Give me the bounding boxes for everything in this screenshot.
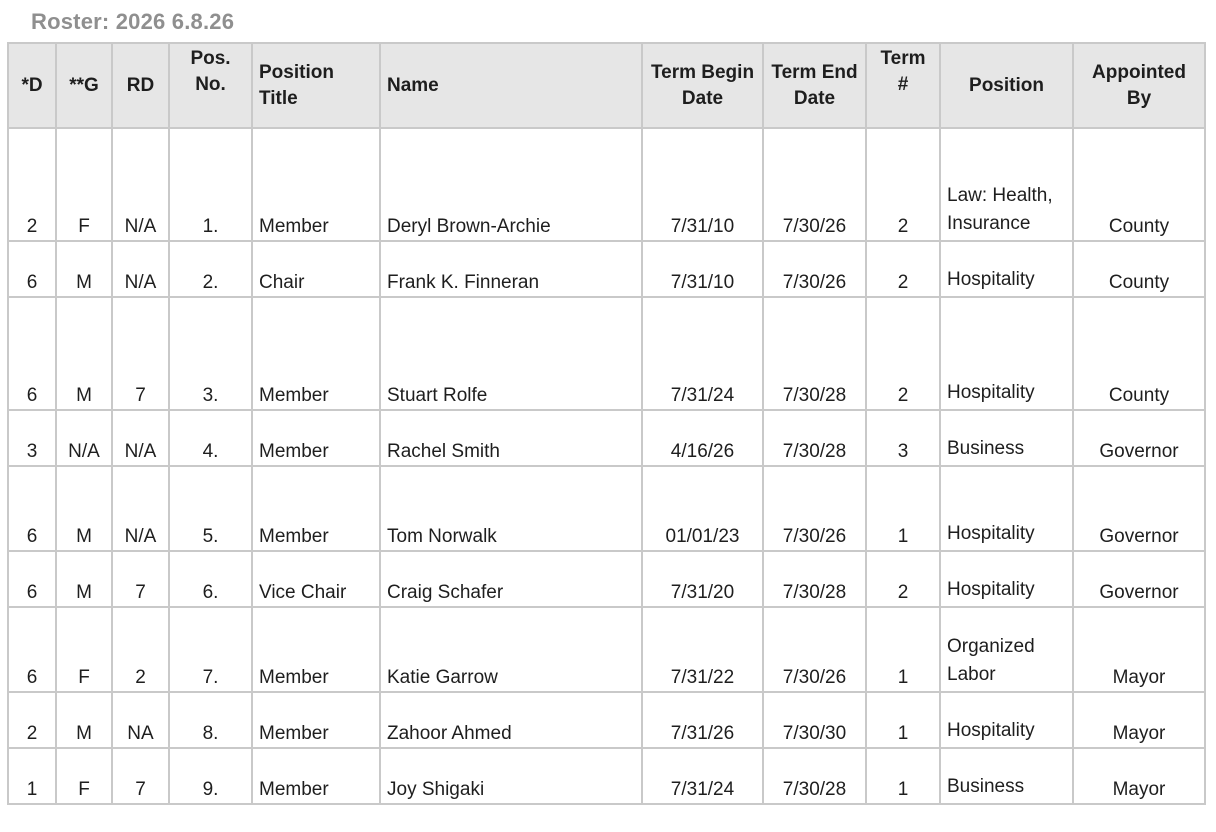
cell-pos-no: 7. xyxy=(169,607,252,692)
cell-g: F xyxy=(56,748,112,804)
cell-term-num: 2 xyxy=(866,128,940,241)
cell-term-begin: 7/31/26 xyxy=(642,692,763,748)
header-term-begin: Term Begin Date xyxy=(642,43,763,128)
cell-d: 6 xyxy=(8,297,56,410)
cell-g: M xyxy=(56,551,112,607)
cell-position-title: Member xyxy=(252,607,380,692)
table-row xyxy=(8,692,1205,748)
cell-term-begin: 7/31/22 xyxy=(642,607,763,692)
cell-position: Hospitality xyxy=(940,692,1073,748)
cell-appointed-by: Mayor xyxy=(1073,692,1205,748)
cell-appointed-by: County xyxy=(1073,128,1205,241)
cell-position: Organized Labor xyxy=(940,607,1073,692)
table-row xyxy=(8,551,1205,607)
cell-rd: 7 xyxy=(112,748,169,804)
cell-rd: 7 xyxy=(112,551,169,607)
cell-g: F xyxy=(56,607,112,692)
header-name: Name xyxy=(380,43,642,128)
header-position-title: Position Title xyxy=(252,43,380,128)
table-row xyxy=(8,410,1205,466)
table-row xyxy=(8,607,1205,692)
cell-position: Hospitality xyxy=(940,466,1073,551)
cell-appointed-by: County xyxy=(1073,297,1205,410)
cell-position-title: Member xyxy=(252,297,380,410)
cell-g: M xyxy=(56,241,112,297)
cell-name: Stuart Rolfe xyxy=(380,297,642,410)
cell-position-title: Vice Chair xyxy=(252,551,380,607)
cell-d: 6 xyxy=(8,551,56,607)
header-row xyxy=(8,43,1205,128)
cell-term-begin: 01/01/23 xyxy=(642,466,763,551)
cell-term-begin: 4/16/26 xyxy=(642,410,763,466)
header-position: Position xyxy=(940,43,1073,128)
cell-pos-no: 9. xyxy=(169,748,252,804)
header-pos-no: Pos. No. xyxy=(169,43,252,128)
cell-position-title: Member xyxy=(252,410,380,466)
cell-term-num: 1 xyxy=(866,748,940,804)
cell-pos-no: 5. xyxy=(169,466,252,551)
cell-term-begin: 7/31/10 xyxy=(642,128,763,241)
cell-rd: 2 xyxy=(112,607,169,692)
cell-name: Frank K. Finneran xyxy=(380,241,642,297)
cell-name: Joy Shigaki xyxy=(380,748,642,804)
cell-name: Zahoor Ahmed xyxy=(380,692,642,748)
header-term-num: Term # xyxy=(866,43,940,128)
table-row xyxy=(8,241,1205,297)
header-term-end: Term End Date xyxy=(763,43,866,128)
cell-term-num: 1 xyxy=(866,692,940,748)
cell-pos-no: 8. xyxy=(169,692,252,748)
cell-g: M xyxy=(56,297,112,410)
cell-g: M xyxy=(56,692,112,748)
cell-g: M xyxy=(56,466,112,551)
cell-appointed-by: Governor xyxy=(1073,410,1205,466)
cell-g: N/A xyxy=(56,410,112,466)
cell-pos-no: 3. xyxy=(169,297,252,410)
cell-appointed-by: Governor xyxy=(1073,551,1205,607)
cell-term-end: 7/30/30 xyxy=(763,692,866,748)
table-row xyxy=(8,748,1205,804)
header-rd: RD xyxy=(112,43,169,128)
cell-d: 2 xyxy=(8,128,56,241)
cell-appointed-by: Mayor xyxy=(1073,748,1205,804)
cell-appointed-by: Mayor xyxy=(1073,607,1205,692)
header-d: *D xyxy=(8,43,56,128)
cell-position: Hospitality xyxy=(940,241,1073,297)
cell-term-num: 2 xyxy=(866,551,940,607)
cell-position: Hospitality xyxy=(940,551,1073,607)
cell-term-end: 7/30/26 xyxy=(763,607,866,692)
cell-d: 6 xyxy=(8,466,56,551)
header-g: **G xyxy=(56,43,112,128)
cell-term-end: 7/30/28 xyxy=(763,297,866,410)
cell-d: 2 xyxy=(8,692,56,748)
cell-position: Business xyxy=(940,748,1073,804)
cell-position-title: Member xyxy=(252,748,380,804)
table-row xyxy=(8,128,1205,241)
header-appointed-by: Appointed By xyxy=(1073,43,1205,128)
cell-position-title: Chair xyxy=(252,241,380,297)
cell-pos-no: 4. xyxy=(169,410,252,466)
cell-term-end: 7/30/26 xyxy=(763,466,866,551)
cell-name: Katie Garrow xyxy=(380,607,642,692)
cell-term-begin: 7/31/20 xyxy=(642,551,763,607)
cell-appointed-by: County xyxy=(1073,241,1205,297)
cell-position-title: Member xyxy=(252,692,380,748)
cell-term-num: 2 xyxy=(866,241,940,297)
cell-rd: N/A xyxy=(112,410,169,466)
cell-term-end: 7/30/28 xyxy=(763,410,866,466)
cell-d: 1 xyxy=(8,748,56,804)
cell-term-num: 2 xyxy=(866,297,940,410)
cell-d: 6 xyxy=(8,607,56,692)
cell-name: Tom Norwalk xyxy=(380,466,642,551)
cell-term-begin: 7/31/24 xyxy=(642,297,763,410)
table-row xyxy=(8,297,1205,410)
cell-term-begin: 7/31/24 xyxy=(642,748,763,804)
cell-appointed-by: Governor xyxy=(1073,466,1205,551)
page-title: Roster: 2026 6.8.26 xyxy=(31,9,235,34)
cell-position: Business xyxy=(940,410,1073,466)
cell-rd: NA xyxy=(112,692,169,748)
cell-d: 3 xyxy=(8,410,56,466)
cell-rd: N/A xyxy=(112,241,169,297)
cell-term-num: 1 xyxy=(866,466,940,551)
cell-g: F xyxy=(56,128,112,241)
cell-pos-no: 2. xyxy=(169,241,252,297)
table-row xyxy=(8,466,1205,551)
cell-position: Hospitality xyxy=(940,297,1073,410)
cell-position-title: Member xyxy=(252,466,380,551)
cell-name: Craig Schafer xyxy=(380,551,642,607)
cell-term-num: 3 xyxy=(866,410,940,466)
roster-table xyxy=(7,42,1206,805)
cell-term-end: 7/30/28 xyxy=(763,748,866,804)
cell-d: 6 xyxy=(8,241,56,297)
cell-pos-no: 1. xyxy=(169,128,252,241)
cell-term-end: 7/30/26 xyxy=(763,241,866,297)
cell-name: Rachel Smith xyxy=(380,410,642,466)
cell-term-num: 1 xyxy=(866,607,940,692)
cell-term-begin: 7/31/10 xyxy=(642,241,763,297)
cell-rd: N/A xyxy=(112,128,169,241)
cell-name: Deryl Brown-Archie xyxy=(380,128,642,241)
cell-position-title: Member xyxy=(252,128,380,241)
cell-rd: 7 xyxy=(112,297,169,410)
cell-position: Law: Health, Insurance xyxy=(940,128,1073,241)
cell-pos-no: 6. xyxy=(169,551,252,607)
cell-term-end: 7/30/28 xyxy=(763,551,866,607)
cell-rd: N/A xyxy=(112,466,169,551)
cell-term-end: 7/30/26 xyxy=(763,128,866,241)
